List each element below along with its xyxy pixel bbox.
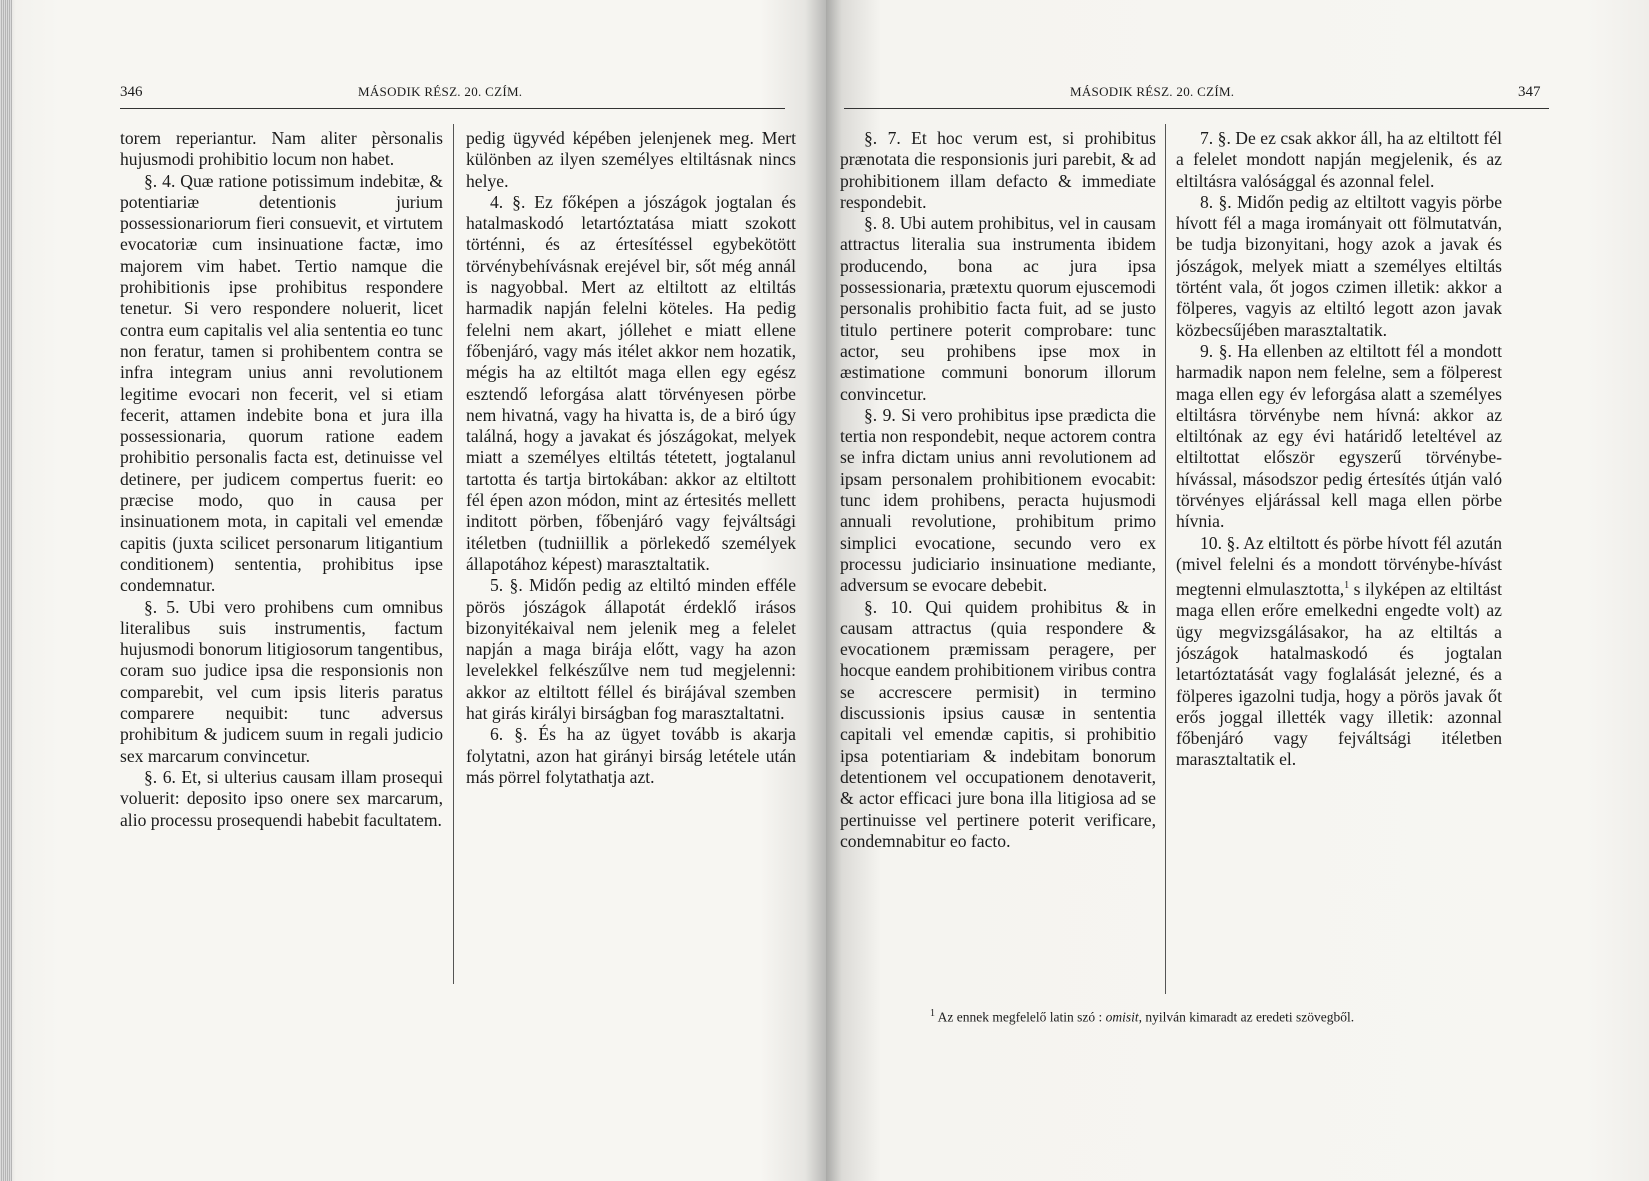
running-head: MÁSODIK RÉSZ. 20. CZÍM.: [358, 84, 523, 99]
paragraph: §. 7. Et hoc verum est, si prohibitus prænotata die responsionis juri parebit, & ad prohibitionem illam defacto & immediate respondebit.: [840, 128, 1156, 212]
paragraph: §. 10. Qui quidem prohibitus & in causam attractus (quia respondere & evocationem præmissam peragere, per hocque eandem prohibitionem viribus contra se accrescere permisit) in termino discussionis ipsius causæ in sententia capitali vel emendæ capitis, si prohibitio ipsa potentiariam & indebitam bonorum detentionem vel occupationem denotaverit, & actor efficaci jure bona illa litigiosa ad se pertinuisse vel pertinere poterit verificare, condemnabitur eo facto.: [840, 596, 1156, 851]
paragraph: 7. §. De ez csak akkor áll, ha az eltiltott fél a felelet mondott napján megjelenik, és az eltiltásra valósággal és azonnal felel.: [1176, 128, 1502, 191]
paragraph: pedig ügyvéd képében jelenjenek meg. Mert különben az ilyen személyes eltiltásnak nincs helye.: [466, 128, 796, 191]
paragraph: 4. §. Ez főképen a jószágok jogtalan és hatalmaskodó letartóztatása miatt szokott történni, és az értesítéssel egybekötött törvénybehívásnak erejével bir, sőt még annál is nagyobbal. Mert az eltiltott az eltiltás harmadik napján felelni köteles. Ha pedig felelni nem akart, jóllehet e miatt ellene főbenjáró, vagy más itélet akkor nem hozatik, mégis ha az eltiltót maga ellen egy egész esztendő leforgása alatt törvényesen pörbe nem hivatná, vagy ha hivatta is, de a biró úgy találná, hogy a javakat és jószágokat, melyek miatt a személyes eltiltás tétetett, jogtalanul tartotta és tartja birtokában: akkor az eltiltott fél épen azon módon, mint az értesités mellett inditott pörben, főbenjáró vagy fejváltsági itéletben (tudniillik a pörlekedő személyek állapotához képest) marasztaltatik.: [466, 191, 796, 574]
page-edge-stack: [0, 0, 12, 1181]
footnote-italic-word: omisit,: [1105, 1009, 1142, 1025]
paragraph: 8. §. Midőn pedig az eltiltott vagyis pörbe hívott fél a maga irományait ott fölmutatván, be tudja bizonyitani, hogy azok a javak és jószágok, melyek miatt a személyes eltiltás történt vala, őt jogos czimen illetik: akkor a fölperes, vagyis az eltiltó legott azon javak közbecsűjében marasztaltatik.: [1176, 191, 1502, 340]
footnote-text: Az ennek megfelelő latin szó :: [937, 1009, 1103, 1025]
paragraph: 9. §. Ha ellenben az eltiltott fél a mondott harmadik napon nem felelne, sem a fölperest maga ellen egy év leforgása alatt a személyes eltiltásra törvénybe nem hívná: akkor az eltiltónak az egy évi határidő leteltével az eltiltottat először egyszerű törvénybe-hívással, másodszor pedig értesítés útján való törvényes eljárással kell maga ellen pörbe hívnia.: [1176, 340, 1502, 532]
right-page: [826, 0, 1649, 1181]
header-rule: [120, 108, 785, 109]
paragraph: §. 9. Si vero prohibitus ipse prædicta die tertia non respondebit, neque actorem contra se infra dictam unius anni revolutionem ad ipsam personalem prohibitionem evocabit: tunc idem prohibens, peracta hujusmodi annuali revolutione, prohibitum primo simplici evocatione, secundo vero ex processu judiciario insinuatione mediante, adversum se evocare debebit.: [840, 404, 1156, 596]
column-divider: [453, 124, 454, 984]
paragraph: §. 8. Ubi autem prohibitus, vel in causam attractus literalia sua instrumenta ibidem producendo, bona ac jura ipsa possessionaria, prætextu quorum ejuscemodi personalis prohibitio facta fuit, ad se justo titulo pertinere poterit comprobare: tunc actor, seu prohibens ipse mox in æstimatione communi bonorum illorum convincetur.: [840, 213, 1156, 404]
footnote-reference: 1: [1344, 580, 1350, 592]
hungarian-column: [1176, 128, 1502, 1008]
footnote-marker: 1: [930, 1008, 935, 1019]
paragraph: 5. §. Midőn pedig az eltiltó minden efféle pörös jószágok állapotát érdeklő irásos bizonyitékaival nem jelenik meg a felelet napján a maga birája előtt, vagy ha azon levelekkel felkészűlve nem tud megjelenni: akkor az eltiltott féllel és birájával szemben hat girás királyi birságban fog marasztaltatni.: [466, 575, 796, 724]
hungarian-column: [466, 128, 796, 1028]
footnote: [930, 1005, 1580, 1027]
latin-column: [840, 128, 1156, 1008]
page-number: 347: [1518, 84, 1541, 100]
paragraph-part: 10. §. Az eltiltott és pörbe hívott fél azután (mivel felelni és a mondott törvénybe-hívást megtenni elmulasztotta,: [1176, 532, 1502, 600]
paragraph: [1176, 533, 1502, 771]
page-number: 346: [120, 84, 143, 100]
header-rule: [844, 108, 1549, 109]
footnote-text: nyilván kimaradt az eredeti szövegből.: [1145, 1009, 1355, 1025]
paragraph-part: s ilyképen az eltiltást maga ellen erőre emelkedni engedte volt) az ügy megvizsgálásakor, ha az eltiltás a jószágok hatalmaskodó és jogtalan letartóztatását vagy foglalását jelezné, és a fölperes igazolni tudja, hogy a pörös javak őt erős joggal illették vagy illetik: azonnal főbenjáró vagy fejváltsági itéletben marasztaltatik el.: [1176, 579, 1502, 770]
paragraph: torem reperiantur. Nam aliter pèrsonalis hujusmodi prohibitio locum non habet.: [120, 128, 443, 170]
running-head: MÁSODIK RÉSZ. 20. CZÍM.: [1070, 84, 1235, 99]
latin-column: [120, 128, 443, 998]
paragraph: 6. §. És ha az ügyet tovább is akarja folytatni, azon hat girányi birság letétele után más pörrel folytathatja azt.: [466, 724, 796, 787]
column-divider: [1165, 124, 1166, 994]
paragraph: §. 4. Quæ ratione potissimum indebitæ, & potentiariæ detentionis jurium possessionariorum fieri consuevit, et virtutem evocatoriæ cum insinuatione factæ, imo majorem vim habet. Tertio namque die prohibitionis ipse prohibitus respondere tenetur. Si vero respondere noluerit, licet contra eum capitalis vel alia sententia eo tunc non feratur, tamen si prohibentem contra se infra integram unius anni revolutionem legitime evocari non fecerit, vel si etiam fecerit, attamen indebite bona et jura illa possessionaria, quorum ratione eadem prohibitio personalis facta est, detinuisse vel detinere, per judicem compertus fuerit: eo præcise modo, quo in causa per insinuationem mota, in capitali vel emendæ capitis (juxta scilicet personarum litigantium conditionem) sententia, prohibitus ipse condemnatur.: [120, 170, 443, 596]
paragraph: §. 5. Ubi vero prohibens cum omnibus literalibus suis instrumentis, factum hujusmodi bonorum litigiosorum tangentibus, coram suo judice ipsa die responsionis non comparebit, vel cum ipsis literis paratus comparere nequibit: tunc adversus prohibitum & judicem suum in regali judicio sex marcarum convincetur.: [120, 596, 443, 766]
paragraph: §. 6. Et, si ulterius causam illam prosequi voluerit: deposito ipso onere sex marcarum, alio processu prosequendi habebit facultatem.: [120, 766, 443, 830]
